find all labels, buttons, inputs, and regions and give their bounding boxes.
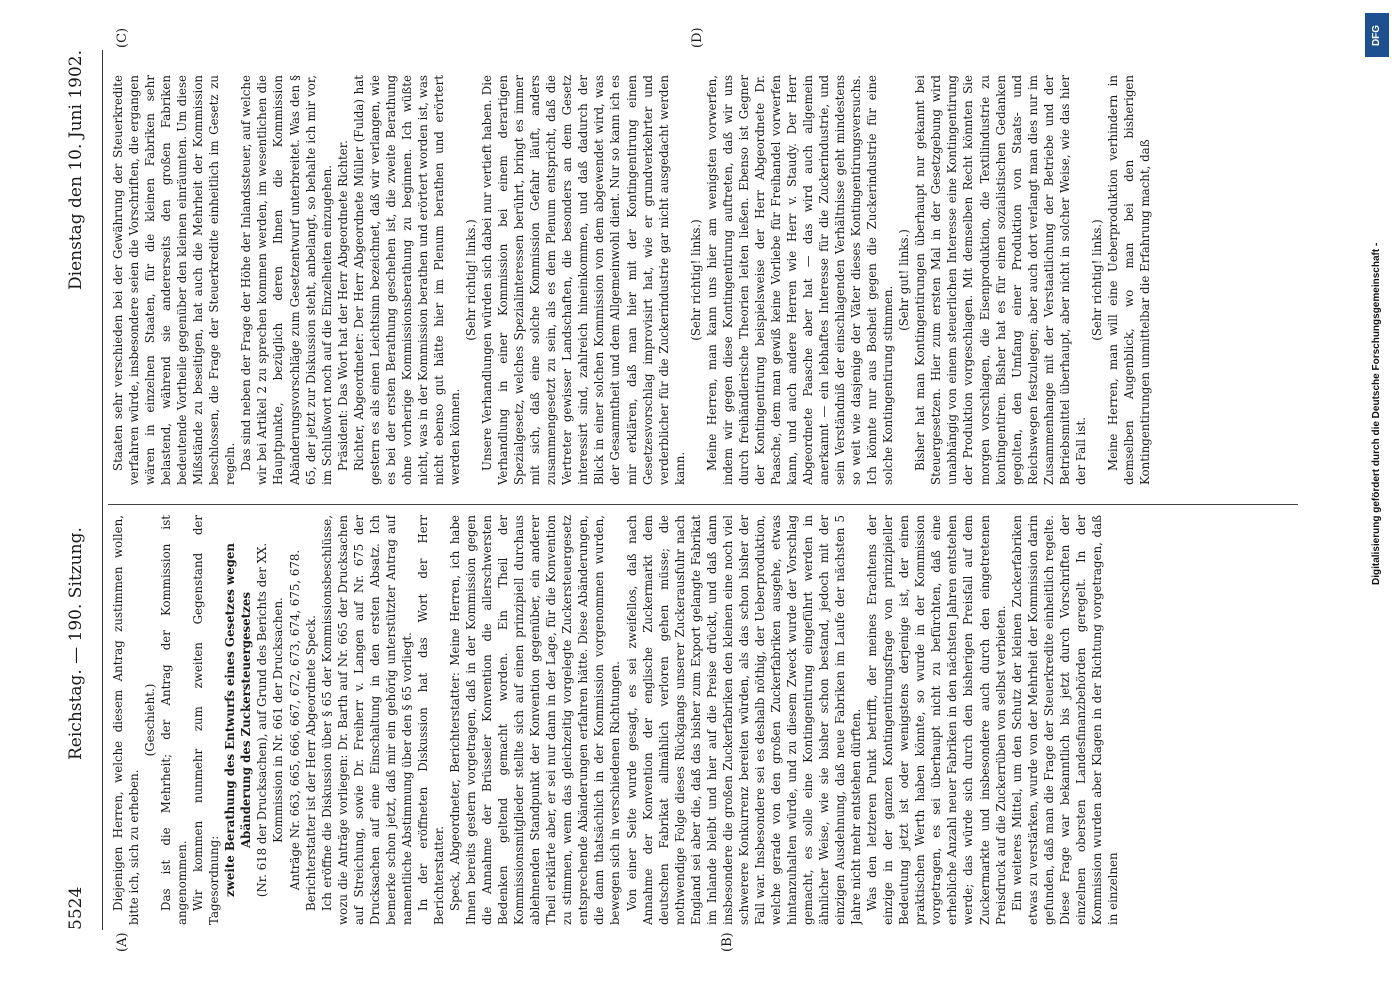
interjection: (Sehr richtig! links.) [688,219,703,341]
paragraph: Meine Herren, man will eine Ueberproduktion verhindern in demselben Augenblick, wo man bei den bisherigen Kontingentirungen unmittelbar die Erfahrung macht, daß [1105,75,1152,485]
paragraph: Meine Herren, man kann uns hier am wenigsten vorwerfen, indem wir gegen diese Kontingentirung auftreten, daß wir uns durch freihändlerische Theorien leiten ließen. Ebenso ist Gegner der Kontingentirung beispielsweise der Herr Abgeordnete Dr. Paasche, dem man gewiß keine Vorliebe für Freihandel vorwerfen kann, und auch andere Herren wie Herr v. Staudy. Der Herr Abgeordnete Paasche aber hat — das wird auch allgemein anerkannt — ein lebhaftes Interesse für die Zuckerindustrie, und sein Verständniß der einschlagenden Verhältnisse geht mindestens so weit wie dasjenige der Väter dieses Kontingentirungsversuchs. Ich könnte nur aus Bosheit gegen die Zuckerindustrie für eine solche Kontingentirung stimmen. [704,75,896,485]
margin-marker-c: (C) [115,27,130,48]
running-header [60,50,96,930]
paragraph: Anträge Nr. 663, 665, 666, 667, 672, 673, 674, 675, 678. [287,549,302,891]
dfg-logo-text: DFG [1371,24,1383,46]
agenda-heading: zweite Berathung des Entwurfs eines Gesetzes wegen Abänderung des Zuckersteuergesetzes [223,543,254,898]
paragraph: In der eröffneten Diskussion hat das Wort der Herr Berichterstatter. [415,515,446,925]
paragraph: Von einer Seite wurde gesagt, es sei zweifellos, daß nach Annahme der Konvention der englische Zuckermarkt dem deutschen Fabrikat allmählich verloren gehen müsse; die nothwendige Folge dieses Rückgangs unserer Zuckerausfuhr nach England sei aber die, daß das bisher zum Export gelangte Fabrikat im Inlande bleibt und hier auf die Preise drückt, und daß dann insbesondere die großen Zuckerfabriken den kleinen eine noch viel schwerere Konkurrenz bereiten würden, als das schon bisher der Fall war. Insbesondere sei es deshalb nöthig, der Ueberproduktion, welche gerade von den großen Zuckerfabriken ausgehe, etwas hintanzuhalten würde, und zu diesem Zweck wurde der Vorschlag gemacht, es solle eine Kontingentirung eingeführt werden in ähnlicher Weise, wie sie bisher schon bestand, jedoch mit der einzigen Ausdehnung, daß neue Fabriken im Laufe der nächsten 5 Jahre nicht mehr entstehen dürften. [624,515,864,925]
column-separator [108,504,1298,505]
digitization-credit-strip [1362,5,1392,995]
paragraph: Speck, Abgeordneter, Berichterstatter: Meine Herren, ich habe Ihnen bereits gestern vorgetragen, daß in der Kommission gegen die Annahme der Brüsseler Konvention die allerschwersten Bedenken geltend gemacht worden. Ein Theil der Kommissionsmitglieder stellte sich auf einen prinzipiell durchaus ablehnenden Standpunkt der Konvention gegenüber, ein anderer Theil erklärte aber, er sei nur dann in der Lage, für die Konvention zu stimmen, wenn das gleichzeitig vorgelegte Zuckersteuergesetz entsprechende Abänderungen erfahren hätte. Diese Abänderungen, die dann thatsächlich in der Kommission vorgenommen wurden, bewegen sich in verschiedenen Richtungen. [447,515,623,925]
paragraph: Ich eröffne die Diskussion über § 65 der Kommissionsbeschlüsse, wozu die Anträge vorliegen: Dr. Barth auf Nr. 665 der Drucksachen auf Streichung, sowie Dr. Freiherr v. Langen auf Nr. 675 der Drucksachen auf eine Einschaltung in den ersten Absatz. Ich bemerke schon jetzt, daß mir ein gehörig unterstützter Antrag auf namentliche Abstimmung über den § 65 vorliegt. [319,515,414,925]
margin-marker-b: (B) [720,932,735,952]
margin-marker-d: (D) [690,27,705,48]
interjection: (Geschieht.) [143,683,158,757]
page-number: 5524 [66,886,86,930]
paragraph: Das ist die Mehrheit; der Antrag der Kommission ist angenommen. [159,515,190,925]
interjection: (Sehr richtig! links.) [1089,219,1104,341]
paragraph: Richter, Abgeordneter: Der Herr Abgeordnete Müller (Fulda) hat gestern es als einen Leichtsinn bezeichnet, daß wir verlangen, wie es bei der ersten Berathung geschehen ist, die zweite Berathung ohne vorherige Kommissionsberathung zu beginnen. Ich wüßte nicht, was in der Kommission berathen und erörtert worden ist, was nicht ebenso gut hätte hier im Plenum berathen und erörtert werden können. [351,75,462,485]
interjection: (Sehr richtig! links.) [464,219,479,341]
paragraph: (Nr. 618 der Drucksachen), auf Grund des Berichts der XX. Kommission in Nr. 661 der Drucksachen. [255,542,286,898]
paragraph: Staaten sehr verschieden bei der Gewährung der Steuerkredite verfahren würde, insbesondere seien die Vorschriften, die ergangen wären in einzelnen Staaten, für die kleinen Fabriken sehr belastend, während sie andererseits den großen Fabriken bedeutende Vortheile gegenüber den kleinen einräumten. Um diese Mißstände zu beseitigen, hat auch die Mehrheit der Kommission beschlossen, die Frage der Steuerkredite einheitlich im Gesetz zu regeln. [111,75,238,485]
paragraph: Berichterstatter ist der Herr Abgeordnete Speck. [303,615,318,911]
paragraph: Diejenigen Herren, welche diesem Antrag zustimmen wollen, bitte ich, sich zu erheben. [111,515,142,925]
paragraph: Unsere Verhandlungen würden sich dabei nur vertieft haben. Die Verhandlung in einer Kommission bei einem derartigen Spezialgesetz, welches Spezialinteressen berührt, bringt es immer mit sich, daß eine solche Kommission Gefahr läuft, anders zusammengesetzt zu sein, als es dem Plenum entspricht, daß die Vertreter gewisser Landschaften, die besonders an dem Gesetz interessirt sind, zahlreich hineinkommen, und daß dadurch der Blick in einer solchen Kommission von dem abgewendet wird, was der Gesammtheit und dem Allgemeinwohl dient. Nur so kann ich es mir erklären, daß man hier mit der Kontingentirung einen Gesetzesvorschlag improvisirt hat, wie er grundverkehrter und verderblicher für die Zuckerindustrie gar nicht ausgedacht werden kann. [480,75,687,485]
left-header-title: Reichstag. — 190. Sitzung. [66,527,86,760]
paragraph: Was den letzteren Punkt betrifft, der meines Erachtens der einzige in der ganzen Kontingentirungsfrage von prinzipieller Bedeutung jetzt ist oder wenigstens derjenige ist, der einen praktischen Werth haben könnte, so wurde in der Kommission vorgetragen, es sei überhaupt nicht zu befürchten, daß eine erhebliche Anzahl neuer Fabriken in den nächsten Jahren entstehen werde; das würde sich durch den bisherigen Preisfall auf dem Zuckermarkte und insbesondere auch durch den eingetretenen Preisdruck auf die Zuckerrüben von selbst verbieten. [865,515,1008,925]
paragraph: Wir kommen nunmehr zum zweiten Gegenstand der Tagesordnung: [191,515,222,925]
dfg-logo [1365,13,1389,57]
paragraph: Ein weiteres Mittel, um den Schutz der kleinen Zuckerfabriken etwas zu verstärken, wurde von der Mehrheit der Kommission darin gefunden, daß man die Frage der Steuerkredite einheitlich regelte. Diese Frage war bekanntlich bis jetzt durch Vorschriften der einzelnen obersten Landesfinanzbehörden geregelt. In der Kommission wurden aber Klagen in der Richtung vorgetragen, daß in einzelnen [1009,515,1120,925]
margin-marker-a: (A) [115,932,130,952]
right-text-column [110,75,1295,485]
paragraph: Bisher hat man Kontingentirungen überhaupt nur gekannt bei Steuergesetzen. Hier zum ersten Mal in der Gesetzgebung wird unabhängig von einem steuerlichen Interesse eine Kontingentirung der Produktion vorgeschlagen. Mit demselben Recht könnten Sie morgen vorschlagen, die Eisenproduktion, die Textilindustrie zu kontingentiren. Bisher hat es für einen sozialistischen Gedanken gegolten, den Umfang einer Produktion von Staats- und Reichswegen festzulegen; aber auch dort verlangt man dies nur im Zusammenhange mit der Verstaatlichung der Betriebe und der Betriebsmittel überhaupt, aber nicht in solcher Weise, wie das hier der Fall ist. [913,75,1088,485]
paragraph: Das sind neben der Frage der Höhe der Inlandssteuer, auf welche wir bei Artikel 2 zu sprechen kommen werden, im wesentlichen die Hauptpunkte, bezüglich deren Ihnen die Kommission Abänderungsvorschläge zum Gesetzentwurf unterbreitet. Was den § 65, der jetzt zur Diskussion steht, anbelangt, so behalte ich mir vor, im Schlußwort noch auf die Einzelheiten einzugehen. [239,75,334,485]
digitization-credit: Digitalisierung gefördert durch die Deutsche Forschungsgemeinschaft - [1371,242,1382,585]
paragraph: Präsident: Das Wort hat der Herr Abgeordnete Richter. [335,140,350,471]
header-rule [102,50,103,930]
interjection: (Sehr gut! links.) [897,229,912,331]
right-header-title: Dienstag den 10. Juni 1902. [66,49,86,290]
left-text-column [110,515,1295,925]
